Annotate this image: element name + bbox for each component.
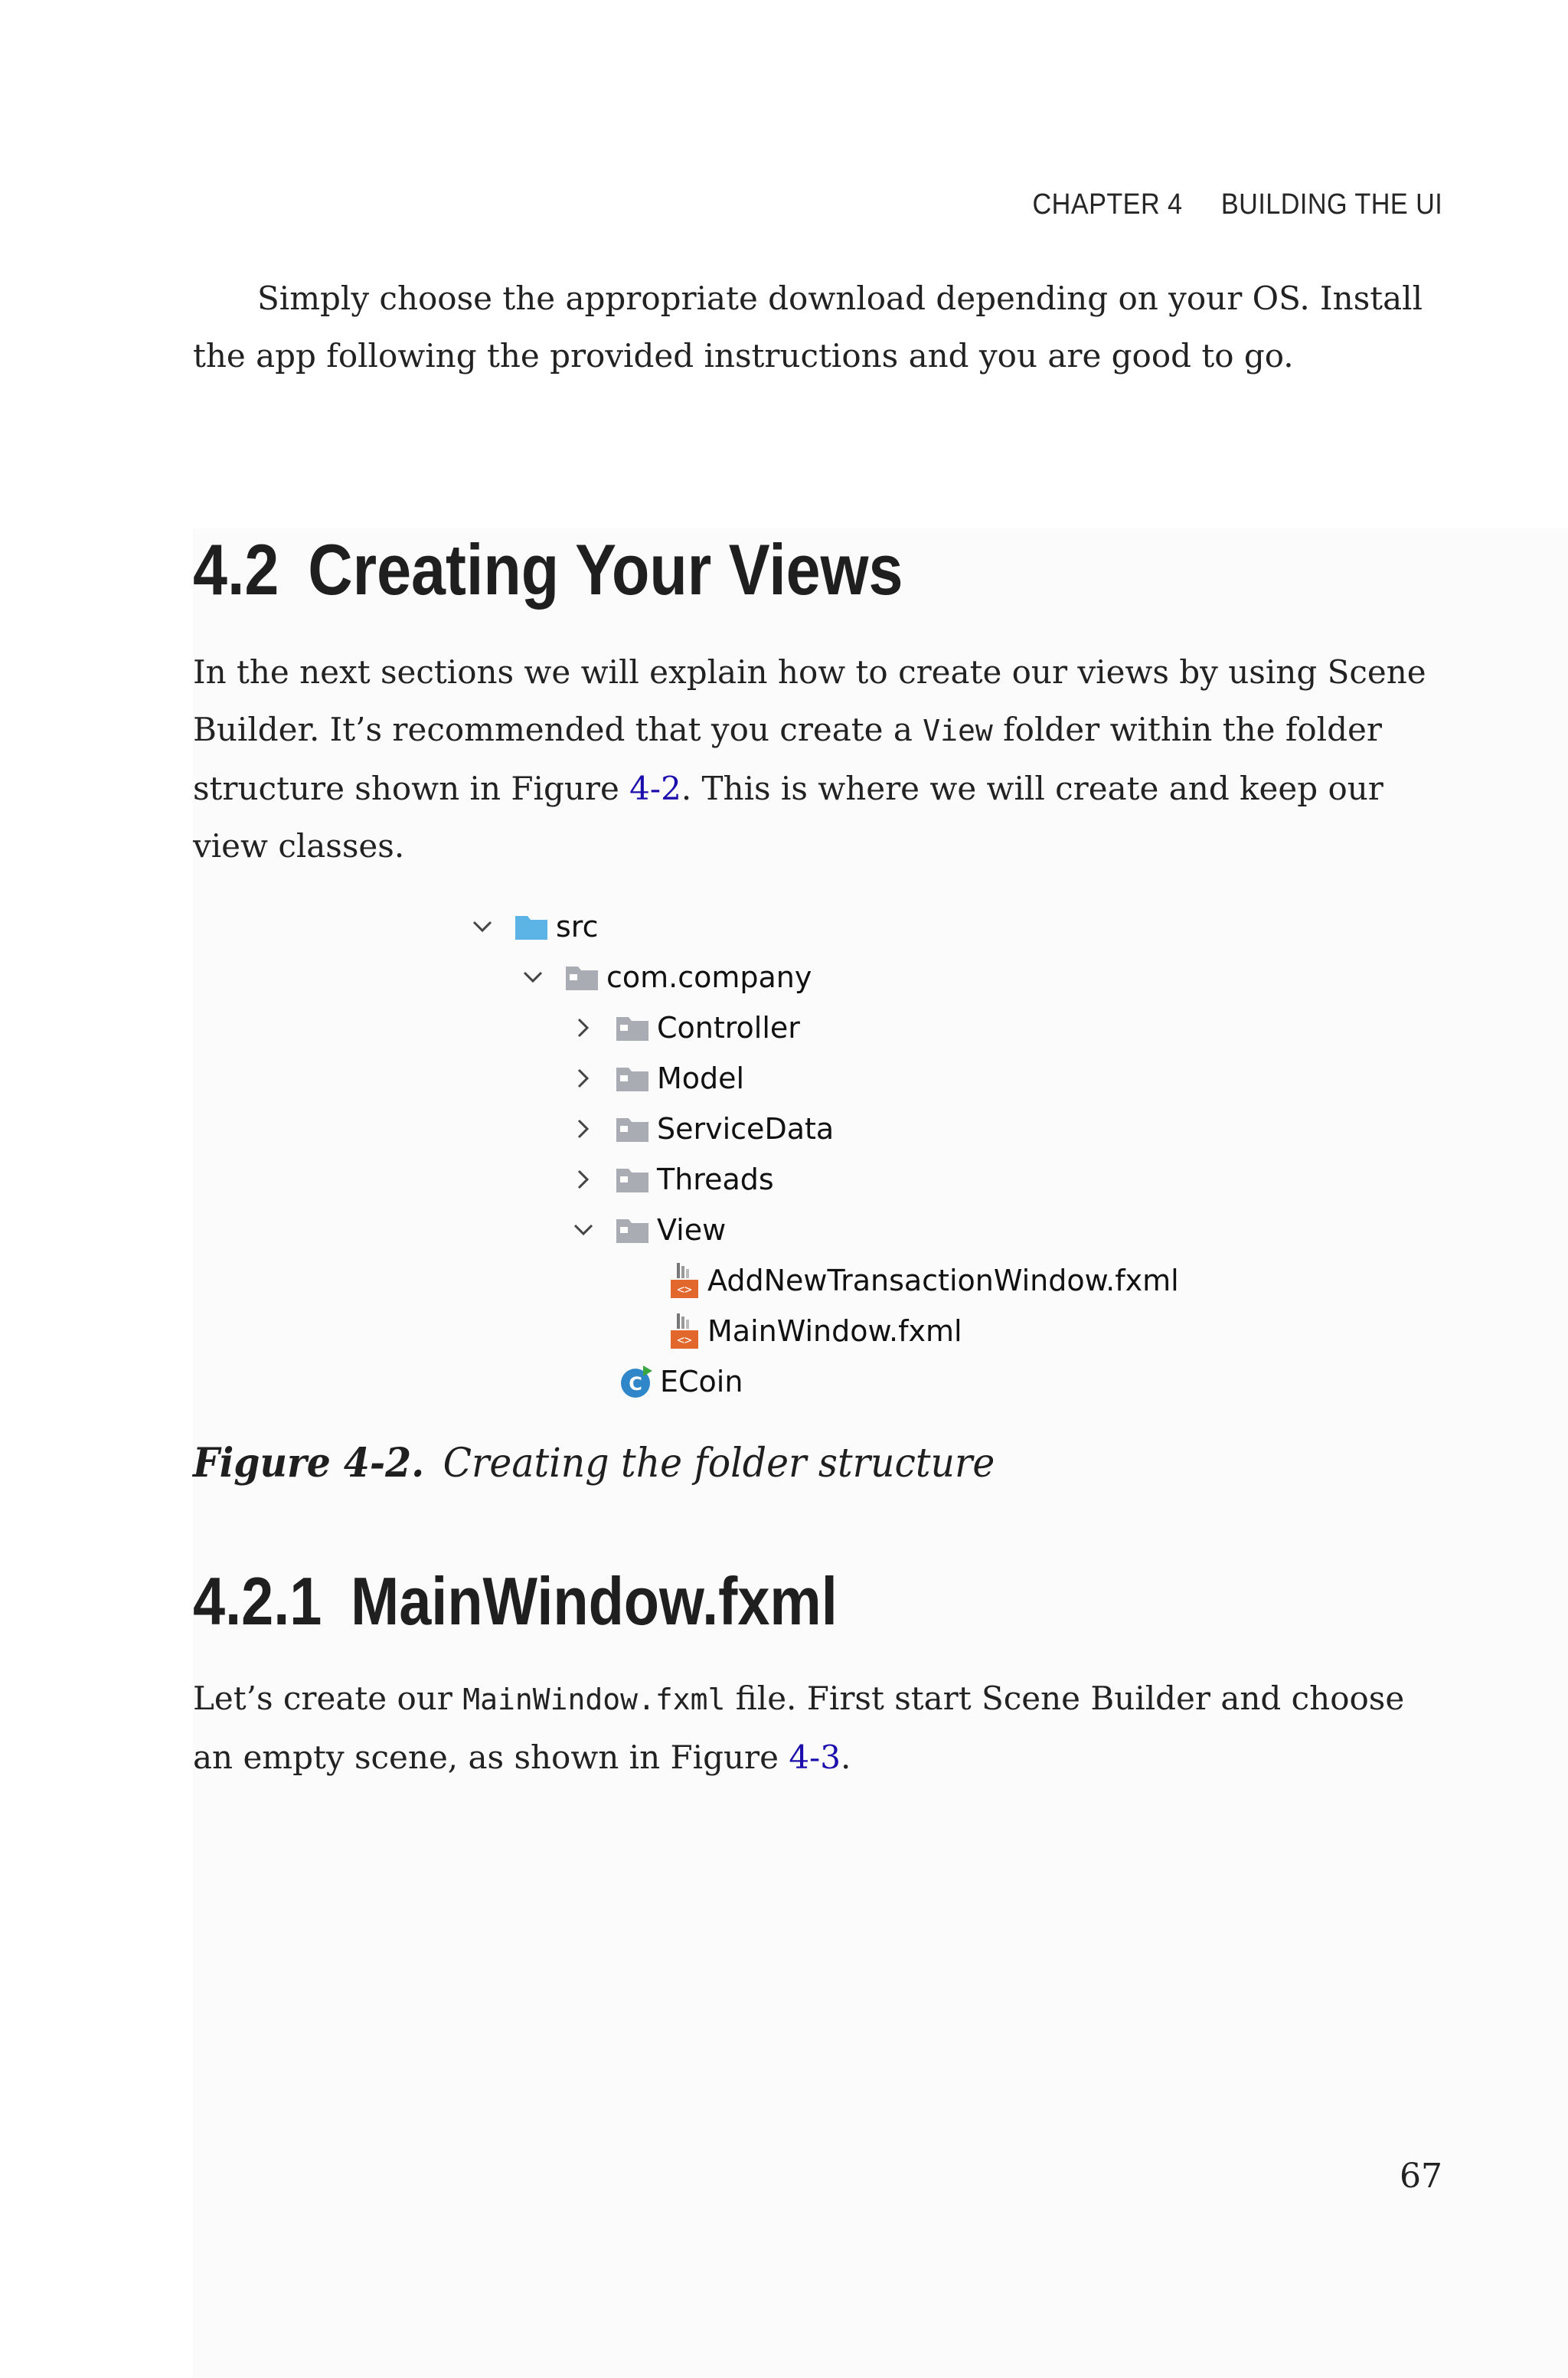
section-number: 4.2 xyxy=(193,529,279,610)
running-header xyxy=(1032,188,1442,221)
tree-item-threads[interactable] xyxy=(568,1156,774,1202)
subsection-title: MainWindow.fxml xyxy=(351,1563,838,1639)
tree-label: ECoin xyxy=(660,1365,743,1398)
page-number: 67 xyxy=(1400,2157,1442,2196)
fxml-file-icon xyxy=(668,1261,701,1300)
svg-text:C: C xyxy=(629,1373,642,1395)
figure-label: Figure 4-2. xyxy=(193,1440,425,1487)
intro-paragraph xyxy=(193,270,1449,384)
section-text-2: folder within the folder structure shown in Figure xyxy=(193,711,1382,807)
chevron-right-icon[interactable] xyxy=(568,1164,599,1195)
tree-item-mainwindow-fxml[interactable] xyxy=(668,1308,962,1354)
tree-label: com.company xyxy=(606,960,812,994)
project-tree xyxy=(459,904,1194,1409)
section-text-3: . This is where we will create and keep our view classes. xyxy=(193,770,1383,865)
java-class-icon xyxy=(619,1364,654,1399)
figure-caption xyxy=(193,1440,995,1487)
tree-item-src[interactable] xyxy=(467,904,598,950)
section-text-1: In the next sections we will explain how to create our views by using Scene Builder. It’s recommended that you create a xyxy=(193,653,1426,748)
view-code: View xyxy=(923,714,993,747)
section-paragraph xyxy=(193,643,1449,875)
tree-item-com-company[interactable] xyxy=(518,954,812,1000)
tree-item-view[interactable] xyxy=(568,1207,726,1253)
svg-text:<>: <> xyxy=(677,1282,692,1297)
tree-label: Threads xyxy=(657,1163,774,1196)
chevron-down-icon[interactable] xyxy=(467,911,498,942)
chapter-title: BUILDING THE UI xyxy=(1220,188,1442,221)
subsection-text-3: . xyxy=(840,1739,851,1776)
subsection-text-1: Let’s create our xyxy=(193,1680,463,1717)
figure-4-2-link[interactable]: 4-2 xyxy=(629,770,681,807)
tree-item-controller[interactable] xyxy=(568,1005,800,1051)
subsection-paragraph xyxy=(193,1670,1449,1786)
package-icon xyxy=(616,1014,649,1042)
package-icon xyxy=(565,963,599,991)
tree-label: MainWindow.fxml xyxy=(707,1314,962,1348)
chevron-right-icon[interactable] xyxy=(568,1114,599,1144)
chevron-down-icon[interactable] xyxy=(568,1215,599,1245)
section-title: Creating Your Views xyxy=(308,529,903,610)
tree-label: ServiceData xyxy=(657,1112,835,1146)
tree-item-model[interactable] xyxy=(568,1055,744,1101)
package-icon xyxy=(616,1115,649,1143)
svg-text:<>: <> xyxy=(677,1333,692,1347)
tree-label: src xyxy=(556,910,599,944)
fxml-file-icon xyxy=(668,1312,701,1350)
figure-4-3-link[interactable]: 4-3 xyxy=(789,1739,841,1776)
tree-item-servicedata[interactable] xyxy=(568,1106,834,1152)
folder-icon xyxy=(514,913,548,940)
package-icon xyxy=(616,1065,649,1092)
tree-label: Model xyxy=(657,1061,745,1095)
chevron-right-icon[interactable] xyxy=(568,1063,599,1094)
chevron-down-icon[interactable] xyxy=(518,962,548,993)
figure-caption-text: Creating the folder structure xyxy=(443,1441,995,1487)
package-icon xyxy=(616,1166,649,1193)
package-icon xyxy=(616,1216,649,1244)
tree-item-ecoin[interactable] xyxy=(619,1359,743,1405)
subsection-text-2: file. First start Scene Builder and choose an empty scene, as shown in Figure xyxy=(193,1680,1405,1776)
chevron-right-icon[interactable] xyxy=(568,1012,599,1043)
subsection-heading xyxy=(193,1562,838,1640)
tree-label: Controller xyxy=(657,1011,800,1045)
section-heading xyxy=(193,528,903,611)
chapter-label: CHAPTER 4 xyxy=(1032,188,1183,221)
tree-label: View xyxy=(657,1213,727,1247)
mainwindow-code: MainWindow.fxml xyxy=(462,1683,726,1716)
intro-text: Simply choose the appropriate download depending on your OS. Install the app following the provided instructions and you are good to go. xyxy=(193,280,1423,375)
tree-label: AddNewTransactionWindow.fxml xyxy=(707,1264,1179,1297)
subsection-number: 4.2.1 xyxy=(193,1563,322,1639)
tree-item-addnewtransactionwindow-fxml[interactable] xyxy=(668,1258,1179,1303)
